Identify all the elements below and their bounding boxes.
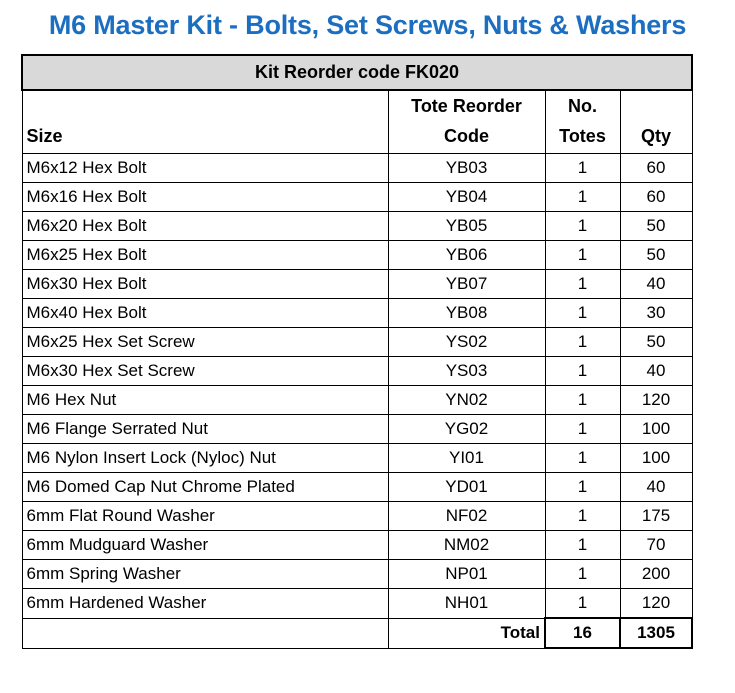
table-row	[22, 531, 692, 560]
total-row	[22, 618, 692, 648]
header-size: Size	[22, 90, 388, 154]
cell-code: YB08	[388, 299, 545, 328]
cell-code: YB03	[388, 154, 545, 183]
cell-code: YS02	[388, 328, 545, 357]
banner-row	[22, 55, 692, 90]
table-row	[22, 415, 692, 444]
cell-qty: 40	[620, 270, 692, 299]
cell-totes: 1	[545, 444, 620, 473]
cell-size: M6 Nylon Insert Lock (Nyloc) Nut	[22, 444, 388, 473]
cell-totes: 1	[545, 241, 620, 270]
header-row	[22, 90, 692, 154]
total-spacer	[22, 618, 388, 648]
kit-table	[21, 54, 693, 649]
cell-totes: 1	[545, 299, 620, 328]
cell-code: YN02	[388, 386, 545, 415]
cell-totes: 1	[545, 531, 620, 560]
cell-code: YB06	[388, 241, 545, 270]
cell-size: M6x16 Hex Bolt	[22, 183, 388, 212]
cell-qty: 40	[620, 473, 692, 502]
cell-size: M6 Hex Nut	[22, 386, 388, 415]
cell-totes: 1	[545, 589, 620, 619]
cell-qty: 200	[620, 560, 692, 589]
cell-code: YI01	[388, 444, 545, 473]
cell-totes: 1	[545, 560, 620, 589]
cell-size: 6mm Mudguard Washer	[22, 531, 388, 560]
header-no-totes: No. Totes	[545, 90, 620, 154]
table-row	[22, 386, 692, 415]
total-totes: 16	[545, 618, 620, 648]
cell-totes: 1	[545, 183, 620, 212]
cell-size: M6x20 Hex Bolt	[22, 212, 388, 241]
total-label: Total	[388, 618, 545, 648]
cell-code: YG02	[388, 415, 545, 444]
cell-size: M6 Flange Serrated Nut	[22, 415, 388, 444]
cell-size: M6x30 Hex Bolt	[22, 270, 388, 299]
cell-qty: 120	[620, 386, 692, 415]
cell-totes: 1	[545, 473, 620, 502]
cell-code: NH01	[388, 589, 545, 619]
table-row	[22, 328, 692, 357]
cell-qty: 50	[620, 212, 692, 241]
table-row	[22, 444, 692, 473]
cell-qty: 70	[620, 531, 692, 560]
cell-totes: 1	[545, 415, 620, 444]
cell-qty: 100	[620, 444, 692, 473]
table-row	[22, 357, 692, 386]
cell-code: NM02	[388, 531, 545, 560]
table-row	[22, 299, 692, 328]
kit-reorder-code: Kit Reorder code FK020	[22, 55, 692, 90]
cell-qty: 175	[620, 502, 692, 531]
table-row	[22, 473, 692, 502]
cell-size: M6x40 Hex Bolt	[22, 299, 388, 328]
table-row	[22, 154, 692, 183]
cell-qty: 60	[620, 154, 692, 183]
cell-totes: 1	[545, 212, 620, 241]
cell-totes: 1	[545, 502, 620, 531]
table-row	[22, 212, 692, 241]
cell-code: YD01	[388, 473, 545, 502]
cell-totes: 1	[545, 270, 620, 299]
cell-qty: 50	[620, 328, 692, 357]
cell-qty: 50	[620, 241, 692, 270]
cell-qty: 100	[620, 415, 692, 444]
cell-totes: 1	[545, 386, 620, 415]
cell-size: M6x25 Hex Set Screw	[22, 328, 388, 357]
cell-size: 6mm Spring Washer	[22, 560, 388, 589]
cell-code: NP01	[388, 560, 545, 589]
total-qty: 1305	[620, 618, 692, 648]
cell-totes: 1	[545, 328, 620, 357]
cell-code: YB05	[388, 212, 545, 241]
cell-totes: 1	[545, 357, 620, 386]
cell-code: YB07	[388, 270, 545, 299]
cell-size: M6x30 Hex Set Screw	[22, 357, 388, 386]
cell-size: M6x12 Hex Bolt	[22, 154, 388, 183]
header-qty: Qty	[620, 90, 692, 154]
cell-size: M6x25 Hex Bolt	[22, 241, 388, 270]
cell-qty: 30	[620, 299, 692, 328]
cell-totes: 1	[545, 154, 620, 183]
cell-code: YB04	[388, 183, 545, 212]
table-row	[22, 589, 692, 619]
cell-size: 6mm Flat Round Washer	[22, 502, 388, 531]
cell-qty: 60	[620, 183, 692, 212]
cell-size: M6 Domed Cap Nut Chrome Plated	[22, 473, 388, 502]
cell-code: NF02	[388, 502, 545, 531]
cell-size: 6mm Hardened Washer	[22, 589, 388, 619]
table-row	[22, 270, 692, 299]
table-row	[22, 241, 692, 270]
header-tote-reorder-code: Tote Reorder Code	[388, 90, 545, 154]
cell-qty: 40	[620, 357, 692, 386]
table-row	[22, 183, 692, 212]
table-row	[22, 502, 692, 531]
cell-qty: 120	[620, 589, 692, 619]
cell-code: YS03	[388, 357, 545, 386]
table-row	[22, 560, 692, 589]
page-title: M6 Master Kit - Bolts, Set Screws, Nuts & Washers	[48, 10, 687, 40]
